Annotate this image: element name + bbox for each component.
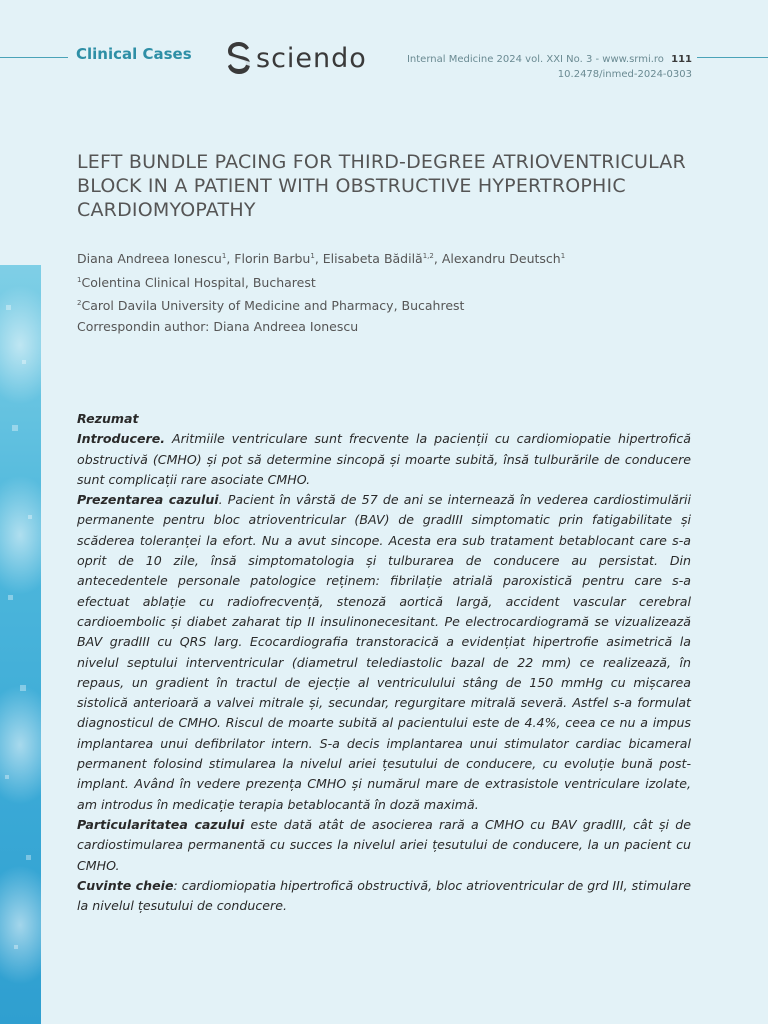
sciendo-logo-icon [226,41,252,75]
author-affiliation: 1,2 [422,252,434,260]
abstract-introduction: Introducere. Aritmiile ventriculare sunt frecvente la pacienții cu cardiomiopatie hipertrofică obstructivă (CMHO) și pot să determine sincopă și moarte subită, însă tulburările de conducere sunt complicații rare asociate CMHO. [77,431,691,487]
abstract-particularity: Particularitatea cazului este dată atât de asocierea rară a CMHO cu BAV gradIII, cât și de cardiostimularea permanentă cu succes la nivelul ariei țesutului de conducere, la un pacient cu CMHO. [77,816,691,873]
sciendo-wordmark: sciendo [256,42,367,74]
author-block [77,246,717,337]
affiliation-1: $^1$Colentina Clinical Hospital, Bucharest [77,274,316,290]
header-rule-right [697,57,768,58]
author-name: Elisabeta Bădilă [322,251,423,267]
author-name: Alexandru Deutsch [441,251,561,267]
page-number: 111 [671,54,692,65]
abstract-keywords: Cuvinte cheie: cardiomiopatia hipertrofică obstructivă, bloc atrioventricular de grd III, stimulare la nivelul țesutului de conducere. [77,877,691,914]
header-rule-left [0,57,68,58]
abstract-heading: Rezumat [77,411,139,426]
article-title: LEFT BUNDLE PACING FOR THIRD-DEGREE ATRIOVENTRICULAR BLOCK IN A PATIENT WITH OBSTRUCTIVE HYPERTROPHIC CARDIOMYOPATHY [77,151,686,221]
affiliation-2: $^2$Carol Davila University of Medicine and Pharmacy, Bucahrest [77,298,465,314]
journal-line: Internal Medicine 2024 vol. XXI No. 3 - www.srmi.ro [406,54,664,65]
correspondence: Correspondin author: Diana Andreea Ionescu [77,318,359,334]
author-affiliation: 1 [221,252,227,260]
abstract [77,409,691,916]
section-label: Clinical Cases [76,45,192,63]
author-name: Florin Barbu [234,251,311,267]
decorative-side-stripe [0,265,41,1024]
author-affiliation: 1 [560,252,566,260]
abstract-case-presentation: Prezentarea cazului. Pacient în vârstă de 57 de ani se internează în vederea cardiostimulării permanente pentru bloc atrioventricular (BAV) de gradIII simptomatic prin fatigabilitate și scăderea toleranței la efort. Nu a avut sincope. Acesta era sub tratament betablocant care s-a oprit de 10 zile, însă simptomatologia și tulburarea de conducere au persistat. Din antecedentele personale patologice reținem: fibrilație atrială paroxistică pentru care s-a efectuat ablație cu radiofrecvență, stenoză aortică largă, accident vascular cerebral cardioembolic și diabet zaharat tip II insulinonecesitant. Pe electrocardiogramă se vizualizează BAV gradIII cu QRS larg. Ecocardiografia transtoracică a evidențiat hipertrofie asimetrică la nivelul septului interventricular (diametrul telediastolic bazal de 22 mm) ce realizează, în repaus, un gradient în tractul de ejecție al ventriculului stâng de 150 mmHg cu mișcarea sistolică anterioară a valvei mitrale și, secundar, regurgitare mitrală severă. Astfel s-a formulat diagnosticul de CMHO. Riscul de moarte subită al pacientului este de 4.4%, ceea ce nu a impus implantarea unui defibrilator intern. S-a decis implantarea unui stimulator cardiac bicameral permanent folosind stimularea la nivelul ariei țesutului de conducere, cu evoluție bună post-implant. Având în vedere prezența CMHO și numărul mare de extrasistole ventriculare izolate, am introdus în medicație terapia betablocantă în doză maximă. [77,492,691,812]
author-name: Diana Andreea Ionescu [77,251,222,267]
journal-info [407,52,692,82]
doi: 10.2478/inmed-2024-0303 [557,69,692,80]
sciendo-logo [226,40,367,76]
author-affiliation: 1 [310,252,315,260]
author-list: Diana Andreea Ionescu$^1$, Florin Barbu$^1$, Elisabeta Bădilă$^{1,2}$, Alexandru Deutsch$^1$ [77,251,566,267]
